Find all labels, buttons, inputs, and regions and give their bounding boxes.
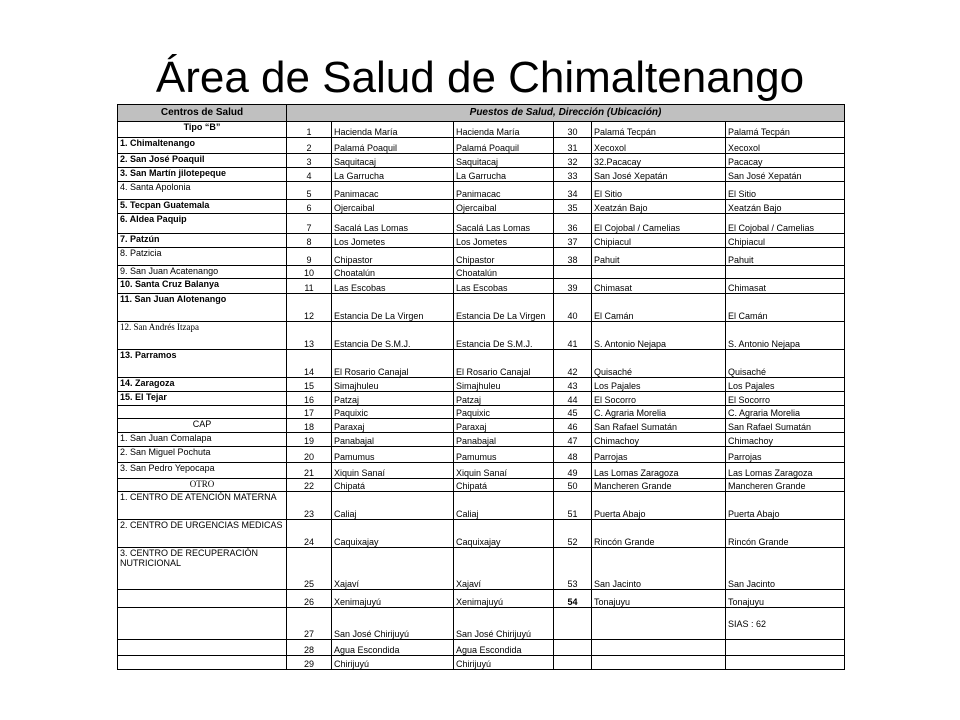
puesto-cell: Patzaj — [332, 392, 454, 406]
direccion-cell: Ojercaibal — [454, 200, 554, 214]
puesto-cell: Chipiacul — [592, 234, 726, 248]
table-row — [118, 350, 845, 378]
puesto-cell — [592, 656, 726, 670]
centro-cell: 6. Aldea Paquip — [118, 214, 287, 234]
puesto-cell — [592, 640, 726, 656]
puesto-cell: 32.Pacacay — [592, 154, 726, 168]
puesto-cell: Chimachoy — [592, 433, 726, 447]
puesto-cell: Paquixic — [332, 406, 454, 419]
number-cell: 54 — [554, 590, 592, 608]
centro-cell: 8. Patzicia — [118, 248, 287, 266]
number-cell: 35 — [554, 200, 592, 214]
direccion-cell: Paraxaj — [454, 419, 554, 433]
number-cell: 29 — [287, 656, 332, 670]
direccion-cell: Chimasat — [726, 279, 845, 294]
puesto-cell: Chipatá — [332, 479, 454, 492]
direccion-cell: Xiquin Sanaí — [454, 463, 554, 479]
puesto-cell: Estancia De La Virgen — [332, 294, 454, 322]
number-cell: 26 — [287, 590, 332, 608]
number-cell: 15 — [287, 378, 332, 392]
number-cell: 52 — [554, 520, 592, 548]
puesto-cell: Saquitacaj — [332, 154, 454, 168]
number-cell: 2 — [287, 138, 332, 154]
puesto-cell: La Garrucha — [332, 168, 454, 182]
number-cell: 21 — [287, 463, 332, 479]
puesto-cell: Paraxaj — [332, 419, 454, 433]
number-cell: 45 — [554, 406, 592, 419]
number-cell: 53 — [554, 548, 592, 590]
centro-cell: 14. Zaragoza — [118, 378, 287, 392]
puesto-cell: Panimacac — [332, 182, 454, 200]
direccion-cell: Los Jometes — [454, 234, 554, 248]
table-row — [118, 492, 845, 520]
table-row — [118, 214, 845, 234]
number-cell: 3 — [287, 154, 332, 168]
puesto-cell: San José Xepatán — [592, 168, 726, 182]
puesto-cell: Chimasat — [592, 279, 726, 294]
direccion-cell: Estancia De S.M.J. — [454, 322, 554, 350]
direccion-cell: Xeatzán Bajo — [726, 200, 845, 214]
puesto-cell: Xenimajuyú — [332, 590, 454, 608]
number-cell: 31 — [554, 138, 592, 154]
number-cell: 12 — [287, 294, 332, 322]
direccion-cell: Chipastor — [454, 248, 554, 266]
number-cell: 27 — [287, 608, 332, 640]
direccion-cell: Saquitacaj — [454, 154, 554, 168]
table-row — [118, 656, 845, 670]
puesto-cell: C. Agraria Morelia — [592, 406, 726, 419]
direccion-cell: Panimacac — [454, 182, 554, 200]
puesto-cell: Quisaché — [592, 350, 726, 378]
number-cell: 16 — [287, 392, 332, 406]
direccion-cell: Simajhuleu — [454, 378, 554, 392]
direccion-cell: Los Pajales — [726, 378, 845, 392]
table-row — [118, 406, 845, 419]
centro-cell — [118, 590, 287, 608]
number-cell: 38 — [554, 248, 592, 266]
centro-cell: 3. San Martín jilotepeque — [118, 168, 287, 182]
table-row — [118, 447, 845, 463]
number-cell: 4 — [287, 168, 332, 182]
number-cell: 44 — [554, 392, 592, 406]
direccion-cell: Caquixajay — [454, 520, 554, 548]
number-cell: 25 — [287, 548, 332, 590]
table-row — [118, 640, 845, 656]
direccion-cell: Sacalá Las Lomas — [454, 214, 554, 234]
direccion-cell: San José Chirijuyú — [454, 608, 554, 640]
direccion-cell: Quisaché — [726, 350, 845, 378]
number-cell: 19 — [287, 433, 332, 447]
direccion-cell: Chipiacul — [726, 234, 845, 248]
centro-cell: 2. San Miguel Pochuta — [118, 447, 287, 463]
table-row — [118, 479, 845, 492]
direccion-cell: Palamá Tecpán — [726, 122, 845, 138]
number-cell: 43 — [554, 378, 592, 392]
puesto-cell — [592, 266, 726, 279]
number-cell: 18 — [287, 419, 332, 433]
number-cell: 9 — [287, 248, 332, 266]
number-cell: 46 — [554, 419, 592, 433]
table-row — [118, 608, 845, 640]
direccion-cell: Palamá Poaquil — [454, 138, 554, 154]
puesto-cell: El Sitio — [592, 182, 726, 200]
puesto-cell: Pahuit — [592, 248, 726, 266]
table-row — [118, 200, 845, 214]
direccion-cell: La Garrucha — [454, 168, 554, 182]
puesto-cell: Panabajal — [332, 433, 454, 447]
number-cell: 22 — [287, 479, 332, 492]
number-cell: 32 — [554, 154, 592, 168]
number-cell: 24 — [287, 520, 332, 548]
direccion-cell: S. Antonio Nejapa — [726, 322, 845, 350]
table-row — [118, 168, 845, 182]
centro-cell: 11. San Juan Alotenango — [118, 294, 287, 322]
direccion-cell: C. Agraria Morelia — [726, 406, 845, 419]
centro-cell: 4. Santa Apolonia — [118, 182, 287, 200]
centro-cell: 15. El Tejar — [118, 392, 287, 406]
direccion-cell: Chirijuyú — [454, 656, 554, 670]
table-row — [118, 520, 845, 548]
puesto-cell: Choatalún — [332, 266, 454, 279]
table-row — [118, 322, 845, 350]
table-row — [118, 248, 845, 266]
puesto-cell: Chipastor — [332, 248, 454, 266]
table-row — [118, 463, 845, 479]
table-row — [118, 378, 845, 392]
table-row — [118, 279, 845, 294]
direccion-cell: Paquixic — [454, 406, 554, 419]
puesto-cell: El Cojobal / Camelias — [592, 214, 726, 234]
puesto-cell: Sacalá Las Lomas — [332, 214, 454, 234]
centro-cell: CAP — [118, 419, 287, 433]
direccion-cell: Hacienda María — [454, 122, 554, 138]
puesto-cell: Los Pajales — [592, 378, 726, 392]
puesto-cell: Parrojas — [592, 447, 726, 463]
puesto-cell: Las Escobas — [332, 279, 454, 294]
puesto-cell: Simajhuleu — [332, 378, 454, 392]
number-cell: 20 — [287, 447, 332, 463]
number-cell: 30 — [554, 122, 592, 138]
table-row — [118, 182, 845, 200]
table-row — [118, 294, 845, 322]
centro-cell — [118, 608, 287, 640]
direccion-cell: Las Lomas Zaragoza — [726, 463, 845, 479]
direccion-cell: Patzaj — [454, 392, 554, 406]
centro-cell: 1. San Juan Comalapa — [118, 433, 287, 447]
centro-cell: 5. Tecpan Guatemala — [118, 200, 287, 214]
puesto-cell: Los Jometes — [332, 234, 454, 248]
centro-cell: 13. Parramos — [118, 350, 287, 378]
puesto-cell: Ojercaibal — [332, 200, 454, 214]
puesto-cell: Xajaví — [332, 548, 454, 590]
direccion-cell: Pacacay — [726, 154, 845, 168]
puesto-cell: Las Lomas Zaragoza — [592, 463, 726, 479]
number-cell: 8 — [287, 234, 332, 248]
number-cell — [554, 656, 592, 670]
direccion-cell: El Rosario Canajal — [454, 350, 554, 378]
direccion-cell — [726, 266, 845, 279]
centro-cell: 2. San José Poaquil — [118, 154, 287, 168]
number-cell: 50 — [554, 479, 592, 492]
centro-cell — [118, 656, 287, 670]
puesto-cell: El Camán — [592, 294, 726, 322]
centro-cell: 2. CENTRO DE URGENCIAS MEDICAS — [118, 520, 287, 548]
puesto-cell: Palamá Poaquil — [332, 138, 454, 154]
table-row — [118, 138, 845, 154]
number-cell: 37 — [554, 234, 592, 248]
number-cell — [554, 608, 592, 640]
number-cell: 7 — [287, 214, 332, 234]
table-row — [118, 548, 845, 590]
number-cell: 34 — [554, 182, 592, 200]
puesto-cell: El Rosario Canajal — [332, 350, 454, 378]
number-cell: 5 — [287, 182, 332, 200]
table-row — [118, 392, 845, 406]
puesto-cell — [592, 608, 726, 640]
number-cell: 36 — [554, 214, 592, 234]
number-cell: 40 — [554, 294, 592, 322]
direccion-cell: Las Escobas — [454, 279, 554, 294]
puesto-cell: Puerta Abajo — [592, 492, 726, 520]
puesto-cell: S. Antonio Nejapa — [592, 322, 726, 350]
number-cell: 41 — [554, 322, 592, 350]
puesto-cell: Mancheren Grande — [592, 479, 726, 492]
direccion-cell: Choatalún — [454, 266, 554, 279]
number-cell: 13 — [287, 322, 332, 350]
centro-cell: 3. San Pedro Yepocapa — [118, 463, 287, 479]
table-row — [118, 122, 845, 138]
direccion-cell: Parrojas — [726, 447, 845, 463]
number-cell: 28 — [287, 640, 332, 656]
centro-cell: 10. Santa Cruz Balanya — [118, 279, 287, 294]
number-cell: 47 — [554, 433, 592, 447]
centro-cell: 7. Patzún — [118, 234, 287, 248]
puesto-cell: San José Chirijuyú — [332, 608, 454, 640]
puesto-cell: Tonajuyu — [592, 590, 726, 608]
centro-cell — [118, 640, 287, 656]
table-row — [118, 266, 845, 279]
number-cell: 42 — [554, 350, 592, 378]
direccion-cell — [726, 656, 845, 670]
health-centers-table — [117, 104, 845, 670]
direccion-cell: San José Xepatán — [726, 168, 845, 182]
number-cell: 1 — [287, 122, 332, 138]
direccion-cell: Puerta Abajo — [726, 492, 845, 520]
number-cell: 6 — [287, 200, 332, 214]
direccion-cell: Tonajuyu — [726, 590, 845, 608]
table-body — [118, 122, 845, 670]
number-cell: 23 — [287, 492, 332, 520]
direccion-cell: Chipatá — [454, 479, 554, 492]
direccion-cell: Xajaví — [454, 548, 554, 590]
table-row — [118, 154, 845, 168]
direccion-cell: El Socorro — [726, 392, 845, 406]
direccion-cell: Estancia De La Virgen — [454, 294, 554, 322]
number-cell: 51 — [554, 492, 592, 520]
number-cell: 33 — [554, 168, 592, 182]
puesto-cell: San Rafael Sumatán — [592, 419, 726, 433]
direccion-cell: Chimachoy — [726, 433, 845, 447]
direccion-cell: San Rafael Sumatán — [726, 419, 845, 433]
direccion-cell: El Cojobal / Camelias — [726, 214, 845, 234]
puesto-cell: Xeatzán Bajo — [592, 200, 726, 214]
table-row — [118, 419, 845, 433]
number-cell: 10 — [287, 266, 332, 279]
puesto-cell: Rincón Grande — [592, 520, 726, 548]
direccion-cell — [726, 640, 845, 656]
direccion-cell: Panabajal — [454, 433, 554, 447]
puesto-cell: Caliaj — [332, 492, 454, 520]
centro-cell: 1. CENTRO DE ATENCIÓN MATERNA — [118, 492, 287, 520]
number-cell: 49 — [554, 463, 592, 479]
direccion-cell: Pamumus — [454, 447, 554, 463]
direccion-cell: Agua Escondida — [454, 640, 554, 656]
centro-cell: OTRO — [118, 479, 287, 492]
number-cell: 11 — [287, 279, 332, 294]
puesto-cell: Agua Escondida — [332, 640, 454, 656]
number-cell: 17 — [287, 406, 332, 419]
number-cell — [554, 640, 592, 656]
puesto-cell: El Socorro — [592, 392, 726, 406]
puesto-cell: Estancia De S.M.J. — [332, 322, 454, 350]
puesto-cell: Chirijuyú — [332, 656, 454, 670]
puesto-cell: Caquixajay — [332, 520, 454, 548]
number-cell: 48 — [554, 447, 592, 463]
direccion-cell: Rincón Grande — [726, 520, 845, 548]
direccion-cell: San Jacinto — [726, 548, 845, 590]
direccion-cell: SIAS : 62 — [726, 608, 845, 640]
direccion-cell: Mancheren Grande — [726, 479, 845, 492]
puesto-cell: Xecoxol — [592, 138, 726, 154]
slide-title: Área de Salud de Chimaltenango — [155, 53, 805, 102]
direccion-cell: Pahuit — [726, 248, 845, 266]
direccion-cell: Caliaj — [454, 492, 554, 520]
direccion-cell: Xecoxol — [726, 138, 845, 154]
number-cell — [554, 266, 592, 279]
table-row — [118, 590, 845, 608]
puesto-cell: Hacienda María — [332, 122, 454, 138]
centro-cell: 9. San Juan Acatenango — [118, 266, 287, 279]
direccion-cell: Xenimajuyú — [454, 590, 554, 608]
table-row — [118, 234, 845, 248]
centro-cell: 3. CENTRO DE RECUPERACIÓN NUTRICIONAL — [118, 548, 287, 590]
centro-cell: Tipo “B” — [118, 122, 287, 138]
number-cell: 39 — [554, 279, 592, 294]
number-cell: 14 — [287, 350, 332, 378]
table-row — [118, 433, 845, 447]
puesto-cell: Xiquin Sanaí — [332, 463, 454, 479]
direccion-cell: El Sitio — [726, 182, 845, 200]
direccion-cell: El Camán — [726, 294, 845, 322]
puesto-cell: San Jacinto — [592, 548, 726, 590]
centro-cell: 1. Chimaltenango — [118, 138, 287, 154]
centro-cell — [118, 406, 287, 419]
puesto-cell: Pamumus — [332, 447, 454, 463]
puesto-cell: Palamá Tecpán — [592, 122, 726, 138]
header-puestos: Puestos de Salud, Dirección (Ubicación) — [287, 105, 845, 122]
header-centros: Centros de Salud — [118, 105, 287, 122]
centro-cell: 12. San Andrés Itzapa — [118, 322, 287, 350]
